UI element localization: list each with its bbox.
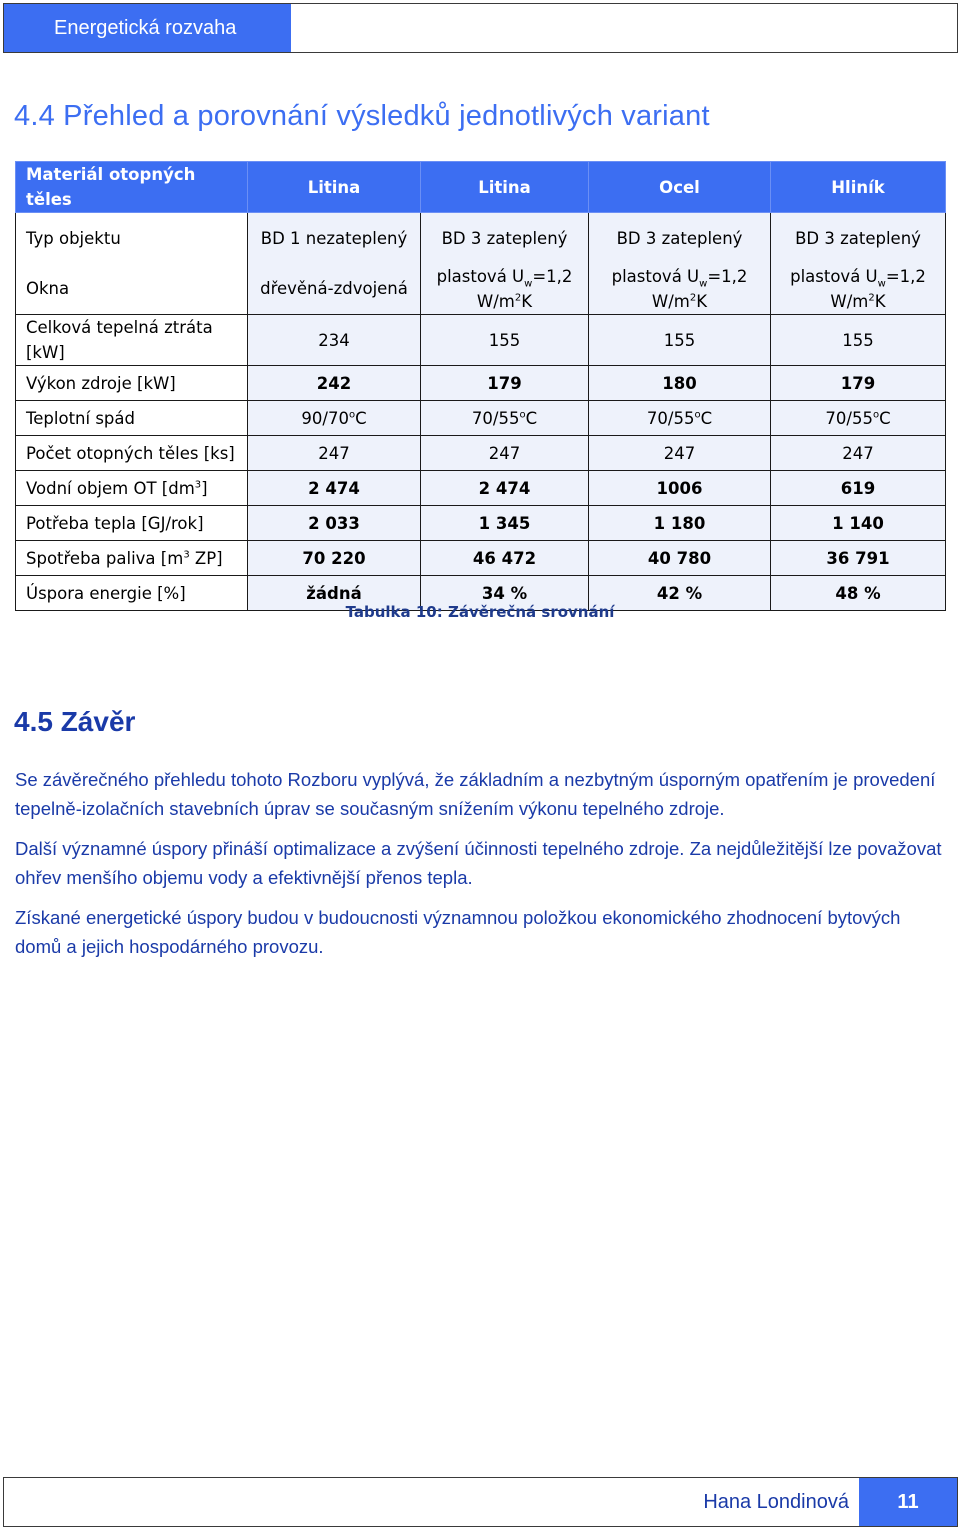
objem-label-tail: ] — [201, 478, 208, 498]
okna-text: plastová U — [790, 266, 878, 286]
row-label: Teplotní spád — [16, 401, 248, 436]
table-cell: 180 — [589, 366, 771, 401]
table-cell: 42 % — [589, 576, 771, 611]
okna-unit: W/m — [651, 291, 690, 311]
objem-label-text: Vodní objem OT [dm — [26, 478, 195, 498]
table-caption: Tabulka 10: Závěrečná srovnání — [345, 603, 615, 621]
table-cell: 155 — [421, 315, 589, 366]
table-row-okna — [16, 264, 946, 315]
row-label: Celková tepelná ztráta [kW] — [16, 315, 248, 366]
table-row-spad — [16, 401, 946, 436]
table-cell: 40 780 — [589, 541, 771, 576]
table-cell: 2 474 — [248, 471, 421, 506]
paragraph: Se závěrečného přehledu tohoto Rozboru vyplývá, že základním a nezbytným úsporným opatřením je provedení tepelně-izolačních stavebních úprav se současným snížením výkonu tepelného zdroje. — [15, 769, 936, 819]
table-header-cell: Hliník — [771, 162, 946, 213]
okna-unit-tail: K — [874, 291, 886, 311]
table-cell: 155 — [589, 315, 771, 366]
table-cell: 179 — [421, 366, 589, 401]
okna-tail: =1,2 — [532, 266, 573, 286]
table-cell: 247 — [771, 436, 946, 471]
okna-unit-sup: 2 — [514, 292, 522, 304]
table-row-potreba — [16, 506, 946, 541]
table-cell: 242 — [248, 366, 421, 401]
header-title: Energetická rozvaha — [4, 4, 291, 52]
table-row-typ — [16, 213, 946, 264]
table-cell: 155 — [771, 315, 946, 366]
okna-unit: W/m — [476, 291, 515, 311]
degree-sup: o — [694, 409, 701, 420]
page-footer — [3, 1477, 958, 1527]
table-cell: 247 — [589, 436, 771, 471]
table-cell — [421, 401, 589, 436]
table-cell: 1 180 — [589, 506, 771, 541]
spad-value: 70/55 — [825, 408, 873, 428]
row-label — [16, 541, 248, 576]
spad-value: 70/55 — [471, 408, 520, 428]
table-header-cell: Litina — [421, 162, 589, 213]
table-cell: 34 % — [421, 576, 589, 611]
okna-unit-tail: K — [521, 291, 533, 311]
row-label: Okna — [16, 264, 248, 315]
table-cell — [589, 401, 771, 436]
table-cell-okna — [771, 264, 946, 315]
table-row-pocet — [16, 436, 946, 471]
table-cell: 2 474 — [421, 471, 589, 506]
spad-unit: C — [879, 408, 891, 428]
table-row-vykon — [16, 366, 946, 401]
table-header-cell: Materiál otopných těles — [16, 162, 248, 213]
spad-value: 90/70 — [301, 408, 349, 428]
table-cell: BD 3 zateplený — [421, 213, 589, 264]
table-cell — [248, 401, 421, 436]
objem-label-sup: 3 — [194, 479, 202, 490]
okna-unit-sup: 2 — [689, 292, 697, 304]
table-cell: 234 — [248, 315, 421, 366]
table-cell: BD 1 nezateplený — [248, 213, 421, 264]
table-cell — [771, 401, 946, 436]
spotreba-label-text: Spotřeba paliva [m — [26, 548, 184, 568]
okna-unit-sup: 2 — [868, 292, 875, 304]
table-cell: 179 — [771, 366, 946, 401]
row-label — [16, 471, 248, 506]
page-header — [3, 3, 958, 53]
row-label: Potřeba tepla [GJ/rok] — [16, 506, 248, 541]
table-cell: BD 3 zateplený — [771, 213, 946, 264]
degree-sup: o — [348, 409, 356, 420]
row-label: Typ objektu — [16, 213, 248, 264]
spad-value: 70/55 — [646, 408, 695, 428]
footer-author: Hana Londinová — [703, 1491, 849, 1513]
okna-unit-tail: K — [696, 291, 708, 311]
okna-tail: =1,2 — [707, 266, 748, 286]
spotreba-label-sup: 3 — [183, 549, 190, 560]
row-label: Výkon zdroje [kW] — [16, 366, 248, 401]
okna-sub: w — [699, 278, 708, 290]
okna-sub: w — [524, 278, 533, 290]
okna-text: plastová U — [436, 266, 525, 286]
table-cell: 1 345 — [421, 506, 589, 541]
table-header-cell: Litina — [248, 162, 421, 213]
degree-sup: o — [872, 409, 880, 420]
table-cell: žádná — [248, 576, 421, 611]
section-heading-4-5: 4.5 Závěr — [14, 706, 136, 737]
comparison-table — [15, 161, 946, 611]
table-cell: 70 220 — [248, 541, 421, 576]
page-number: 11 — [859, 1478, 957, 1526]
table-cell: 247 — [421, 436, 589, 471]
table-cell: 1 140 — [771, 506, 946, 541]
paragraph: Získané energetické úspory budou v budoucnosti významnou položkou ekonomického zhodnocení bytových domů a jejich hospodárného provozu. — [15, 907, 901, 957]
table-cell: 46 472 — [421, 541, 589, 576]
okna-unit: W/m — [830, 291, 869, 311]
degree-sup: o — [519, 409, 526, 420]
table-header-row — [16, 162, 946, 213]
table-cell: dřevěná-zdvojená — [248, 264, 421, 315]
table-row-spotreba — [16, 541, 946, 576]
table-cell: 619 — [771, 471, 946, 506]
table-row-objem — [16, 471, 946, 506]
table-cell: 2 033 — [248, 506, 421, 541]
okna-sub: w — [877, 278, 886, 290]
okna-text: plastová U — [611, 266, 700, 286]
table-cell: 48 % — [771, 576, 946, 611]
spad-unit: C — [525, 408, 538, 428]
table-cell-okna — [589, 264, 771, 315]
paragraph: Další významné úspory přináší optimalizace a zvýšení účinnosti tepelného zdroje. Za nejdůležitější lze považovat ohřev menšího objemu vody a efektivnější přenos tepla. — [15, 838, 942, 888]
okna-tail: =1,2 — [885, 266, 926, 286]
table-header-cell: Ocel — [589, 162, 771, 213]
spad-unit: C — [355, 408, 367, 428]
table-cell: BD 3 zateplený — [589, 213, 771, 264]
table-cell-okna — [421, 264, 589, 315]
table-cell: 1006 — [589, 471, 771, 506]
row-label: Úspora energie [%] — [16, 576, 248, 611]
spad-unit: C — [700, 408, 713, 428]
table-cell: 36 791 — [771, 541, 946, 576]
table-row-ztrata — [16, 315, 946, 366]
table-cell: 247 — [248, 436, 421, 471]
row-label: Počet otopných těles [ks] — [16, 436, 248, 471]
section-heading-4-4: 4.4 Přehled a porovnání výsledků jednotlivých variant — [14, 100, 710, 132]
spotreba-label-tail: ZP] — [189, 548, 223, 568]
